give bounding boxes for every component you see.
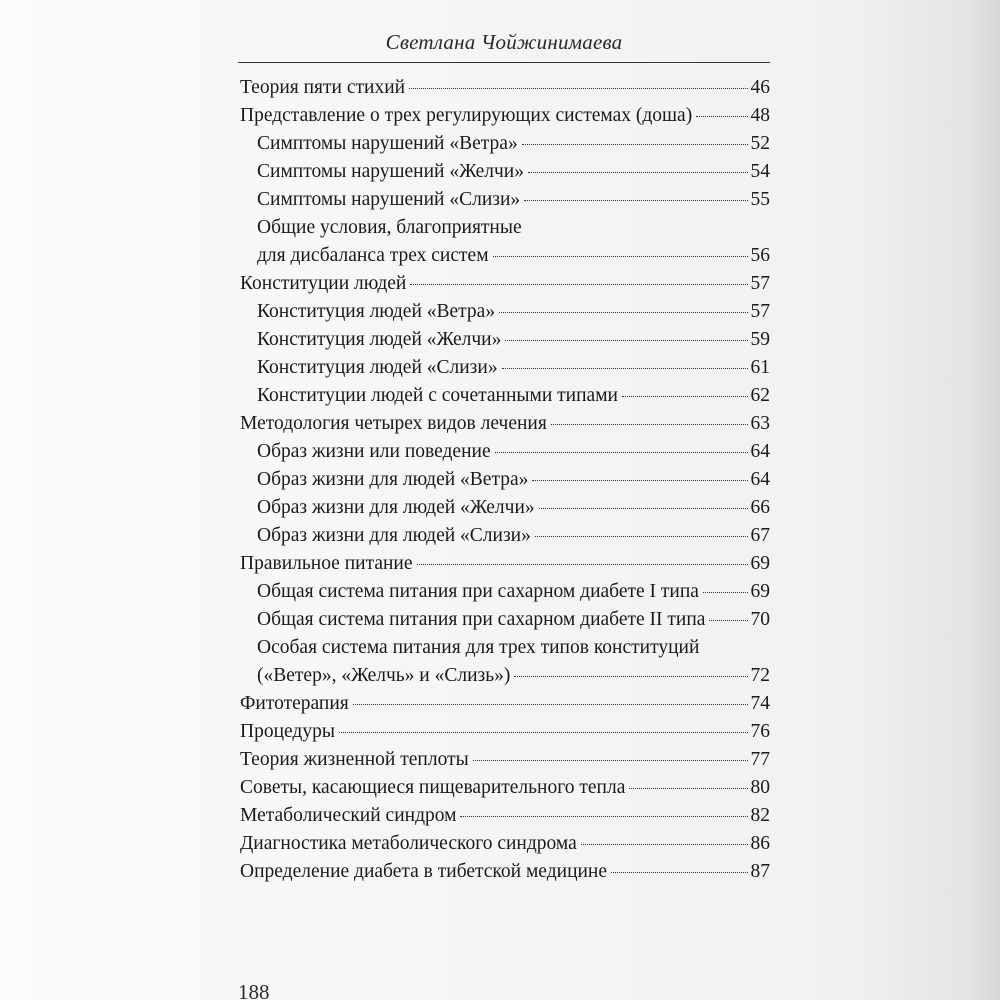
toc-entry: [240, 550, 770, 578]
toc-entry-page-number: 48: [750, 105, 770, 126]
toc-entry-title: Конституция людей «Слизи»: [257, 357, 498, 378]
toc-entry: [240, 214, 770, 270]
dot-leader: [539, 508, 748, 509]
toc-entry-title: Конституция людей «Ветра»: [257, 301, 496, 322]
toc-entry-title: Образ жизни для людей «Ветра»: [257, 469, 529, 490]
toc-entry: [240, 746, 770, 774]
dot-leader: [629, 788, 747, 789]
toc-entry-title: Симптомы нарушений «Слизи»: [257, 189, 521, 210]
dot-leader: [353, 704, 748, 705]
toc-entry-title: Конституции людей с сочетанными типами: [257, 385, 618, 406]
toc-entry-title: Симптомы нарушений «Желчи»: [257, 161, 524, 182]
toc-entry: [240, 606, 770, 634]
toc-entry: [240, 130, 770, 158]
toc-entry: [240, 298, 770, 326]
toc-entry-page-number: 62: [750, 385, 770, 406]
toc-entry-title: Процедуры: [240, 721, 335, 742]
toc-entry: [240, 102, 770, 130]
toc-entry: [240, 354, 770, 382]
toc-entry-title-line1: Особая система питания для трех типов конституций: [257, 637, 700, 658]
toc-entry-page-number: 82: [750, 805, 770, 826]
toc-entry-title: Общая система питания при сахарном диабете I типа: [257, 581, 699, 602]
dot-leader: [502, 368, 748, 369]
toc-entry: [240, 634, 770, 690]
toc-entry: [240, 158, 770, 186]
toc-entry: [240, 270, 770, 298]
toc-entry-page-number: 87: [750, 861, 770, 882]
dot-leader: [696, 116, 747, 117]
toc-entry: [240, 522, 770, 550]
toc-entry: [240, 382, 770, 410]
toc-entry-page-number: 69: [750, 581, 770, 602]
toc-entry: [240, 410, 770, 438]
toc-entry-title: Метаболический синдром: [240, 805, 457, 826]
toc-entry-page-number: 64: [750, 469, 770, 490]
dot-leader: [535, 536, 748, 537]
toc-entry-page-number: 63: [750, 413, 770, 434]
toc-entry: [240, 718, 770, 746]
toc-entry: [240, 774, 770, 802]
toc-entry-title: Представление о трех регулирующих системах (доша): [240, 105, 693, 126]
toc-entry-page-number: 46: [750, 77, 770, 98]
toc-entry-page-number: 76: [750, 721, 770, 742]
toc-entry-title: Образ жизни или поведение: [257, 441, 491, 462]
header-rule: [238, 62, 770, 63]
dot-leader: [409, 88, 747, 89]
toc-entry-page-number: 52: [750, 133, 770, 154]
toc-entry-page-number: 64: [750, 441, 770, 462]
toc-entry-title: Конституция людей «Желчи»: [257, 329, 502, 350]
toc-entry: [240, 858, 770, 886]
toc-entry-title: Диагностика метаболического синдрома: [240, 833, 577, 854]
toc-entry: [240, 802, 770, 830]
toc-entry-page-number: 61: [750, 357, 770, 378]
toc-entry-title: Образ жизни для людей «Желчи»: [257, 497, 535, 518]
dot-leader: [499, 312, 747, 313]
dot-leader: [417, 564, 748, 565]
toc-entry-page-number: 69: [750, 553, 770, 574]
toc-entry-title: Методология четырех видов лечения: [240, 413, 547, 434]
table-of-contents: [240, 74, 770, 886]
dot-leader: [532, 480, 747, 481]
dot-leader: [460, 816, 747, 817]
dot-leader: [495, 452, 748, 453]
toc-entry-title-line1: Общие условия, благоприятные: [257, 217, 522, 238]
toc-entry-page-number: 70: [750, 609, 770, 630]
dot-leader: [339, 732, 748, 733]
toc-entry: [240, 494, 770, 522]
dot-leader: [611, 872, 747, 873]
toc-entry-page-number: 67: [750, 525, 770, 546]
toc-entry-page-number: 66: [750, 497, 770, 518]
toc-entry-page-number: 80: [750, 777, 770, 798]
page-number: 188: [238, 980, 270, 1004]
toc-entry-title: Теория жизненной теплоты: [240, 749, 469, 770]
toc-entry-page-number: 56: [750, 245, 770, 266]
toc-entry-page-number: 57: [750, 301, 770, 322]
toc-entry-title: Определение диабета в тибетской медицине: [240, 861, 608, 882]
toc-entry: [240, 74, 770, 102]
dot-leader: [581, 844, 748, 845]
toc-entry-title: Конституции людей: [240, 273, 407, 294]
toc-entry-title: («Ветер», «Желчь» и «Слизь»): [257, 665, 511, 686]
running-header-author: Светлана Чойжинимаева: [385, 30, 623, 54]
toc-entry-title: Симптомы нарушений «Ветра»: [257, 133, 518, 154]
toc-entry: [240, 438, 770, 466]
toc-entry: [240, 466, 770, 494]
toc-entry-page-number: 57: [750, 273, 770, 294]
dot-leader: [524, 200, 747, 201]
dot-leader: [551, 424, 748, 425]
toc-entry-page-number: 74: [750, 693, 770, 714]
toc-entry-title: Советы, касающиеся пищеварительного тепла: [240, 777, 626, 798]
toc-entry-page-number: 55: [750, 189, 770, 210]
toc-entry: [240, 326, 770, 354]
toc-entry-title: Фитотерапия: [240, 693, 349, 714]
toc-entry-title: Образ жизни для людей «Слизи»: [257, 525, 531, 546]
toc-entry-page-number: 72: [750, 665, 770, 686]
toc-entry-title: для дисбаланса трех систем: [257, 245, 489, 266]
toc-entry: [240, 186, 770, 214]
toc-entry: [240, 830, 770, 858]
toc-entry-title: Правильное питание: [240, 553, 413, 574]
toc-entry-page-number: 86: [750, 833, 770, 854]
dot-leader: [622, 396, 748, 397]
dot-leader: [522, 144, 748, 145]
dot-leader: [514, 676, 747, 677]
dot-leader: [493, 256, 748, 257]
dot-leader: [505, 340, 747, 341]
toc-entry-title: Теория пяти стихий: [240, 77, 406, 98]
dot-leader: [473, 760, 748, 761]
toc-entry-title: Общая система питания при сахарном диабете II типа: [257, 609, 706, 630]
dot-leader: [709, 620, 747, 621]
dot-leader: [410, 284, 747, 285]
toc-entry: [240, 690, 770, 718]
toc-entry-page-number: 59: [750, 329, 770, 350]
dot-leader: [703, 592, 748, 593]
dot-leader: [528, 172, 748, 173]
toc-entry-page-number: 54: [750, 161, 770, 182]
toc-entry: [240, 578, 770, 606]
toc-entry-page-number: 77: [750, 749, 770, 770]
